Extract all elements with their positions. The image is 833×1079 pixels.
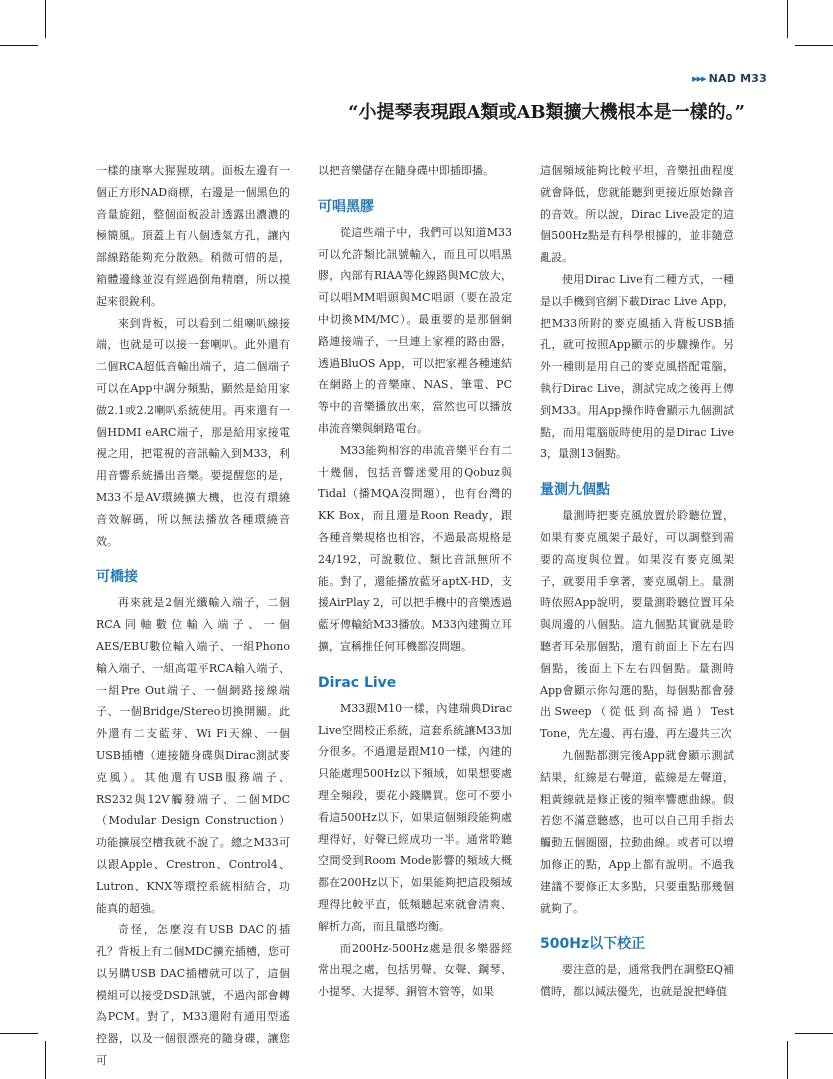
body-paragraph: 以把音樂儲存在隨身碟中即插即播。 — [318, 164, 494, 177]
body-paragraph: 九個點都測完後App就會顯示測試結果，紅線是右聲道，藍線是左聲道，粗黃線就是修正後的頻率響應曲線。假若您不滿意聽感，也可以自己用手指去觸動五個圈圈，拉動曲線。或者可以增加修正的點，App上都有說明。不過我建議不要修正太多點，只要重點那幾個就夠了。 — [540, 748, 734, 915]
body-paragraph: 而200Hz-500Hz處是很多樂器經常出現之處，包括男聲、女聲、鋼琴、小提琴、大提琴、銅管木管等，如果 — [318, 941, 512, 999]
section-heading: 可橋接 — [96, 569, 138, 586]
crop-mark-tl-h — [0, 45, 38, 46]
crop-mark-tr-h — [795, 45, 833, 46]
body-paragraph: M33跟M10一樣，內建瑞典Dirac Live空間校正系統，這套系統讓M33加分很多。不過還是跟M10一樣，內建的只能處理500Hz以下頻域，如果想要處理全頻段，要花小錢購買。您可不要小看這500Hz以下，如果這個頻段能夠處理得好，好聲已經成功一半。通常聆聽空間受到Room Mode影響的頻域大概都在200Hz以下，如果能夠把這段頻域理得比較平直，低頻聽起來就會清爽、解析力高，而且量感均衡。 — [318, 701, 512, 933]
crop-mark-tl-v — [45, 0, 46, 38]
body-paragraph: 使用Dirac Live有二種方式，一種是以手機到官網下載Dirac Live App，把M33所附的麥克風插入背板USB插孔，就可按照App顯示的步驟操作。另外一種則是用自己的麥克風搭配電腦，執行Dirac Live，測試完成之後再上傳到M33。用App操作時會顯示九個測試點，而用電腦版時使用的是Dirac Live 3，量測13個點。 — [540, 272, 734, 461]
section-heading: Dirac Live — [318, 674, 397, 691]
section-heading: 可唱黑膠 — [318, 198, 374, 215]
body-paragraph: 這個頻域能夠比較平坦，音樂扭曲程度就會降低，您就能聽到更接近原始錄音的音效。所以說，Dirac Live設定的這個500Hz點是有科學根據的，並非隨意亂設。 — [540, 164, 734, 265]
article-column-3 — [540, 160, 734, 1003]
crop-mark-br-v — [787, 1041, 788, 1079]
crop-mark-br-h — [795, 1033, 833, 1034]
crop-mark-bl-h — [0, 1033, 38, 1034]
body-paragraph: M33能夠相容的串流音樂平台有二十幾個，包括音響迷愛用的Qobuz與Tidal（播MQA沒問題），也有台灣的KK Box，而且還是Roon Ready，跟各種音樂規格也相容，不過最高規格是24/192，可說數位、類比音訊無所不能。對了，還能播放藍牙aptX-HD，支援AirPlay 2，可以把手機中的音樂透過藍牙傳輸給M33播放。M33內建獨立耳擴，宣稱推任何耳機都沒問題。 — [318, 443, 512, 653]
article-column-1 — [96, 160, 290, 1072]
pull-quote: “小提琴表現跟A類或AB類擴大機根本是一樣的。” — [348, 102, 745, 123]
body-paragraph: 量測時把麥克風放置於聆聽位置，如果有麥克風架子最好，可以調整到需要的高度與位置。如果沒有麥克風架子，就要用手拿著，麥克風朝上。量測時依照App說明，要量測聆聽位置耳朵與周邊的八個點。這九個點其實就是聆聽者耳朵那個點，還有前面上下左右四個點，後面上下左右四個點。量測時App會顯示你勾選的點，每個點都會發出Sweep（從低到高掃過）Test Tone，先左邊、再右邊、再左邊共三次 — [540, 509, 734, 741]
body-paragraph: 再來就是2個光纖輸入端子，二個RCA同軸數位輸入端子、一個AES/EBU數位輸入端子、一組Phono輸入端子、一組高電平RCA輸入端子、一組Pre Out端子、一個網路接線端子、一個Bridge/Stereo切換開關。此外還有二支藍芽、Wi Fi天線、一個USB插槽（連接隨身碟與Dirac測試麥克風）。其他還有USB服務端子、RS232與12V觸發端子、二個MDC（Modular Design Construction）功能擴展空槽我就不說了。總之M33可以跟Apple、Crestron、Control4、Lutron、KNX等環控系統相結合，功能真的超強。 — [96, 596, 290, 915]
section-heading: 量測九個點 — [540, 482, 610, 499]
crop-mark-bl-v — [45, 1041, 46, 1079]
body-paragraph: 奇怪，怎麼沒有USB DAC的插孔？背板上有二個MDC擴充插槽，您可以另購USB DAC插槽就可以了，這個模組可以接受DSD訊號，不過內部會轉為PCM。對了，M33還附有通用型遙控器，以及一個很漂亮的隨身碟，讓您可 — [96, 923, 290, 1068]
body-paragraph: 要注意的是，通常我們在調整EQ補償時，都以減法優先，也就是說把峰值 — [540, 963, 734, 999]
running-head — [692, 72, 767, 85]
body-paragraph: 從這些端子中，我們可以知道M33可以允許類比訊號輸入，而且可以唱黑膠，內部有RIAA等化線路與MC放大，可以唱MM唱頭與MC唱頭（要在設定中切換MM/MC）。最重要的是那個網路連接端子，一旦連上家裡的路由器，透過BluOS App，可以把家裡各種連結在網路上的音樂庫、NAS、筆電、PC等中的音樂播放出來，當然也可以播放串流音樂與網路電台。 — [318, 225, 512, 435]
section-heading: 500Hz以下校正 — [540, 936, 646, 953]
section-label: NAD M33 — [708, 72, 767, 85]
body-paragraph: 來到背板，可以看到二組喇叭線接端，也就是可以接一套喇叭。此外還有二個RCA超低音輸出端子，這二個端子可以在App中調分頻點，顯然是給用家做2.1或2.2喇叭系統使用。再來還有一個HDMI eARC端子，那是給用家接電視之用，把電視的音訊輸入到M33，利用音響系統播出音樂。要提醒您的是，M33不是AV環繞擴大機，也沒有環繞音效解碼，所以無法播放各種環繞音效。 — [96, 316, 290, 548]
triple-arrow-icon: ▸▸▸ — [692, 72, 706, 85]
crop-mark-tr-v — [787, 0, 788, 38]
article-column-2 — [318, 160, 512, 1003]
body-paragraph: 一樣的康寧大猩猩玻璃。面板左邊有一個正方形NAD商標，右邊是一個黑色的音量旋鈕，整個面板設計透露出濃濃的極簡風。頂蓋上有八個透氣方孔，讓內部線路能夠充分散熱。稍微可惜的是，箱體邊緣並沒有經過倒角精磨，所以摸起來很銳利。 — [96, 164, 290, 308]
